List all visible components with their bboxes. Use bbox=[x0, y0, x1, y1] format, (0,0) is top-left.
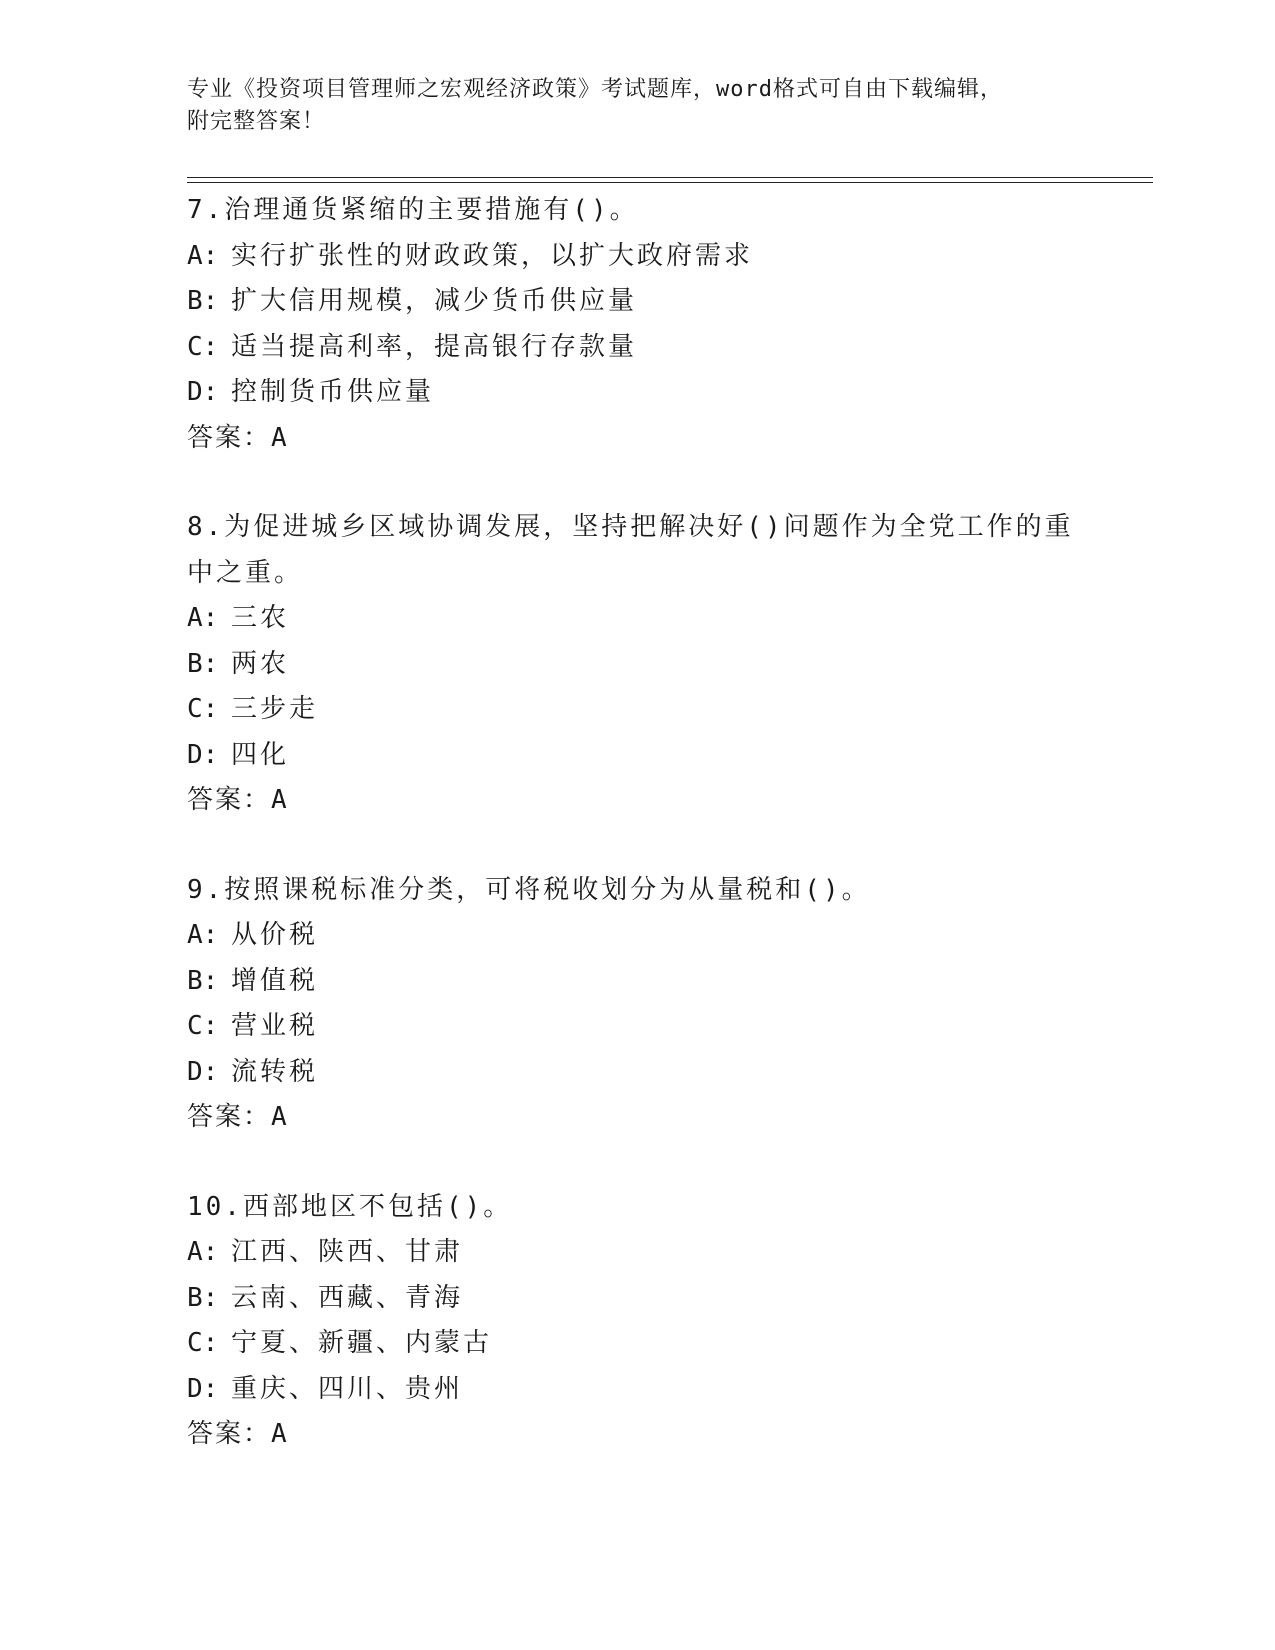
option-letter: B: bbox=[187, 648, 219, 679]
option-text: 三农 bbox=[231, 603, 290, 633]
question-10 bbox=[187, 1185, 1087, 1458]
option-a bbox=[187, 913, 1087, 959]
answer-line bbox=[187, 1412, 1087, 1458]
option-text: 增值税 bbox=[231, 965, 319, 996]
option-letter: A: bbox=[187, 240, 219, 271]
question-8 bbox=[187, 505, 1087, 824]
option-text: 四化 bbox=[231, 739, 290, 770]
option-text: 三步走 bbox=[231, 694, 319, 724]
answer-label: 答案： bbox=[187, 422, 272, 453]
option-text: 流转税 bbox=[231, 1056, 319, 1087]
option-c bbox=[187, 1321, 1087, 1367]
header-line-2: 附完整答案！ bbox=[187, 109, 326, 134]
answer-value: A bbox=[271, 785, 287, 815]
answer-value: A bbox=[271, 422, 287, 453]
question-list bbox=[187, 188, 1087, 1502]
answer-line bbox=[187, 1095, 1087, 1141]
option-text: 云南、西藏、青海 bbox=[231, 1282, 464, 1313]
option-letter: D: bbox=[187, 377, 219, 407]
option-b bbox=[187, 642, 1087, 688]
option-letter: B: bbox=[187, 1282, 219, 1313]
option-letter: A: bbox=[187, 1237, 219, 1267]
option-letter: C: bbox=[187, 331, 219, 362]
option-text: 控制货币供应量 bbox=[231, 377, 435, 407]
answer-value: A bbox=[271, 1419, 287, 1449]
option-b bbox=[187, 279, 1087, 325]
option-letter: C: bbox=[187, 1011, 219, 1041]
answer-label: 答案： bbox=[187, 1419, 272, 1449]
question-stem bbox=[187, 188, 1087, 234]
option-d bbox=[187, 1050, 1087, 1096]
question-stem-line: 9.按照课税标准分类，可将税收划分为从量税和()。 bbox=[187, 874, 871, 905]
option-letter: D: bbox=[187, 1056, 219, 1087]
option-text: 实行扩张性的财政政策，以扩大政府需求 bbox=[231, 240, 754, 271]
option-text: 重庆、四川、贵州 bbox=[231, 1373, 464, 1404]
option-c bbox=[187, 1004, 1087, 1050]
option-letter: B: bbox=[187, 965, 219, 996]
question-stem bbox=[187, 1185, 1087, 1231]
option-b bbox=[187, 1276, 1087, 1322]
option-c bbox=[187, 325, 1087, 371]
option-letter: C: bbox=[187, 1328, 219, 1358]
option-text: 宁夏、新疆、内蒙古 bbox=[231, 1328, 493, 1358]
option-text: 适当提高利率，提高银行存款量 bbox=[231, 331, 638, 362]
option-letter: D: bbox=[187, 739, 219, 770]
option-letter: D: bbox=[187, 1373, 219, 1404]
option-c bbox=[187, 687, 1087, 733]
question-stem-line: 中之重。 bbox=[187, 557, 304, 588]
header-line-1: 专业《投资项目管理师之宏观经济政策》考试题库，word格式可自由下载编辑， bbox=[187, 77, 1003, 102]
option-letter: A: bbox=[187, 603, 219, 633]
option-text: 从价税 bbox=[231, 920, 319, 950]
option-d bbox=[187, 733, 1087, 779]
answer-value: A bbox=[271, 1102, 287, 1132]
header-divider-bottom bbox=[187, 182, 1153, 183]
option-d bbox=[187, 1367, 1087, 1413]
question-9 bbox=[187, 868, 1087, 1141]
answer-label: 答案： bbox=[187, 1102, 272, 1132]
option-letter: C: bbox=[187, 694, 219, 724]
answer-line bbox=[187, 416, 1087, 462]
question-stem bbox=[187, 868, 1087, 914]
option-text: 营业税 bbox=[231, 1011, 319, 1041]
answer-line bbox=[187, 778, 1087, 824]
option-a bbox=[187, 234, 1087, 280]
option-text: 扩大信用规模，减少货币供应量 bbox=[231, 286, 638, 316]
document-header bbox=[187, 74, 1087, 138]
option-a bbox=[187, 1230, 1087, 1276]
header-divider-top bbox=[187, 177, 1153, 178]
question-stem-line: 8.为促进城乡区域协调发展，坚持把解决好()问题作为全党工作的重 bbox=[187, 512, 1074, 542]
option-letter: A: bbox=[187, 920, 219, 950]
option-letter: B: bbox=[187, 286, 219, 316]
option-text: 两农 bbox=[231, 648, 290, 679]
question-stem-line: 10.西部地区不包括()。 bbox=[187, 1191, 513, 1222]
question-stem-line: 7.治理通货紧缩的主要措施有()。 bbox=[187, 195, 639, 225]
question-7 bbox=[187, 188, 1087, 461]
option-b bbox=[187, 959, 1087, 1005]
option-text: 江西、陕西、甘肃 bbox=[231, 1237, 464, 1267]
answer-label: 答案： bbox=[187, 785, 272, 815]
option-d bbox=[187, 370, 1087, 416]
question-stem bbox=[187, 505, 1087, 596]
option-a bbox=[187, 596, 1087, 642]
